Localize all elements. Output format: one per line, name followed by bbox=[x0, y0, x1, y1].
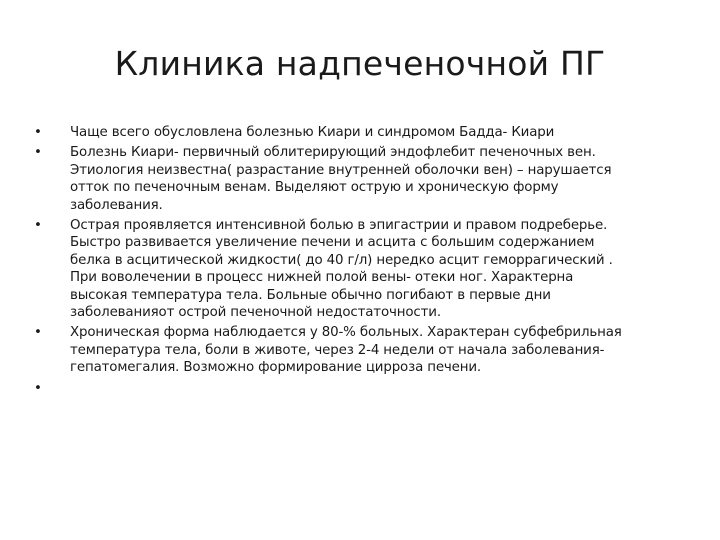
bullet-item bbox=[34, 324, 694, 376]
bullet-text-line: Чаще всего обусловлена болезнью Киари и синдромом Бадда- Киари bbox=[70, 125, 555, 140]
bullet-item-empty bbox=[34, 380, 694, 397]
bullet-text-line: Болезнь Киари- первичный облитерирующий эндофлебит печеночных вен. bbox=[70, 145, 596, 161]
bullet-dot: • bbox=[34, 325, 42, 341]
bullet-text-line: Быстро развивается увеличение печени и асцита с большим содержанием bbox=[70, 235, 595, 251]
bullet-text-line: При воволечении в процесс нижней полой вены- отеки ног. Характерна bbox=[70, 270, 574, 286]
bullet-dot: • bbox=[34, 145, 42, 161]
bullet-text-line-empty bbox=[70, 380, 694, 397]
bullet-text-line: гепатомегалия. Возможно формирование цирроза печени. bbox=[70, 360, 482, 376]
slide-title: Клиника надпеченочной ПГ bbox=[114, 44, 606, 83]
bullet-dot: • bbox=[34, 380, 42, 396]
bullet-dot: • bbox=[34, 125, 42, 140]
bullet-text-line: белка в асцитической жидкости( до 40 г/л) нередко асцит геморрагический . bbox=[70, 252, 613, 268]
bullet-dot: • bbox=[34, 218, 42, 234]
bullet-list bbox=[34, 124, 694, 400]
bullet-item bbox=[34, 124, 694, 141]
bullet-text-line: Хроническая форма наблюдается у 80-% больных. Характеран субфебрильная bbox=[70, 325, 622, 341]
bullet-item bbox=[34, 217, 694, 321]
bullet-text-line: отток по печеночным венам. Выделяют острую и хроническую форму bbox=[70, 180, 559, 196]
bullet-item bbox=[34, 144, 694, 214]
bullet-text-line: высокая температура тела. Больные обычно погибают в первые дни bbox=[70, 287, 551, 303]
bullet-text-line: Этиология неизвестна( разрастание внутренней оболочки вен) – нарушается bbox=[70, 162, 612, 178]
bullet-text-line: Острая проявляется интенсивной болью в эпигастрии и правом подреберье. bbox=[70, 218, 608, 234]
bullet-text-line: температура тела, боли в животе, через 2-4 недели от начала заболевания- bbox=[70, 342, 605, 358]
bullet-text-line: заболеванияот острой печеночной недостаточности. bbox=[70, 305, 441, 321]
bullet-text-line: заболевания. bbox=[70, 197, 163, 213]
